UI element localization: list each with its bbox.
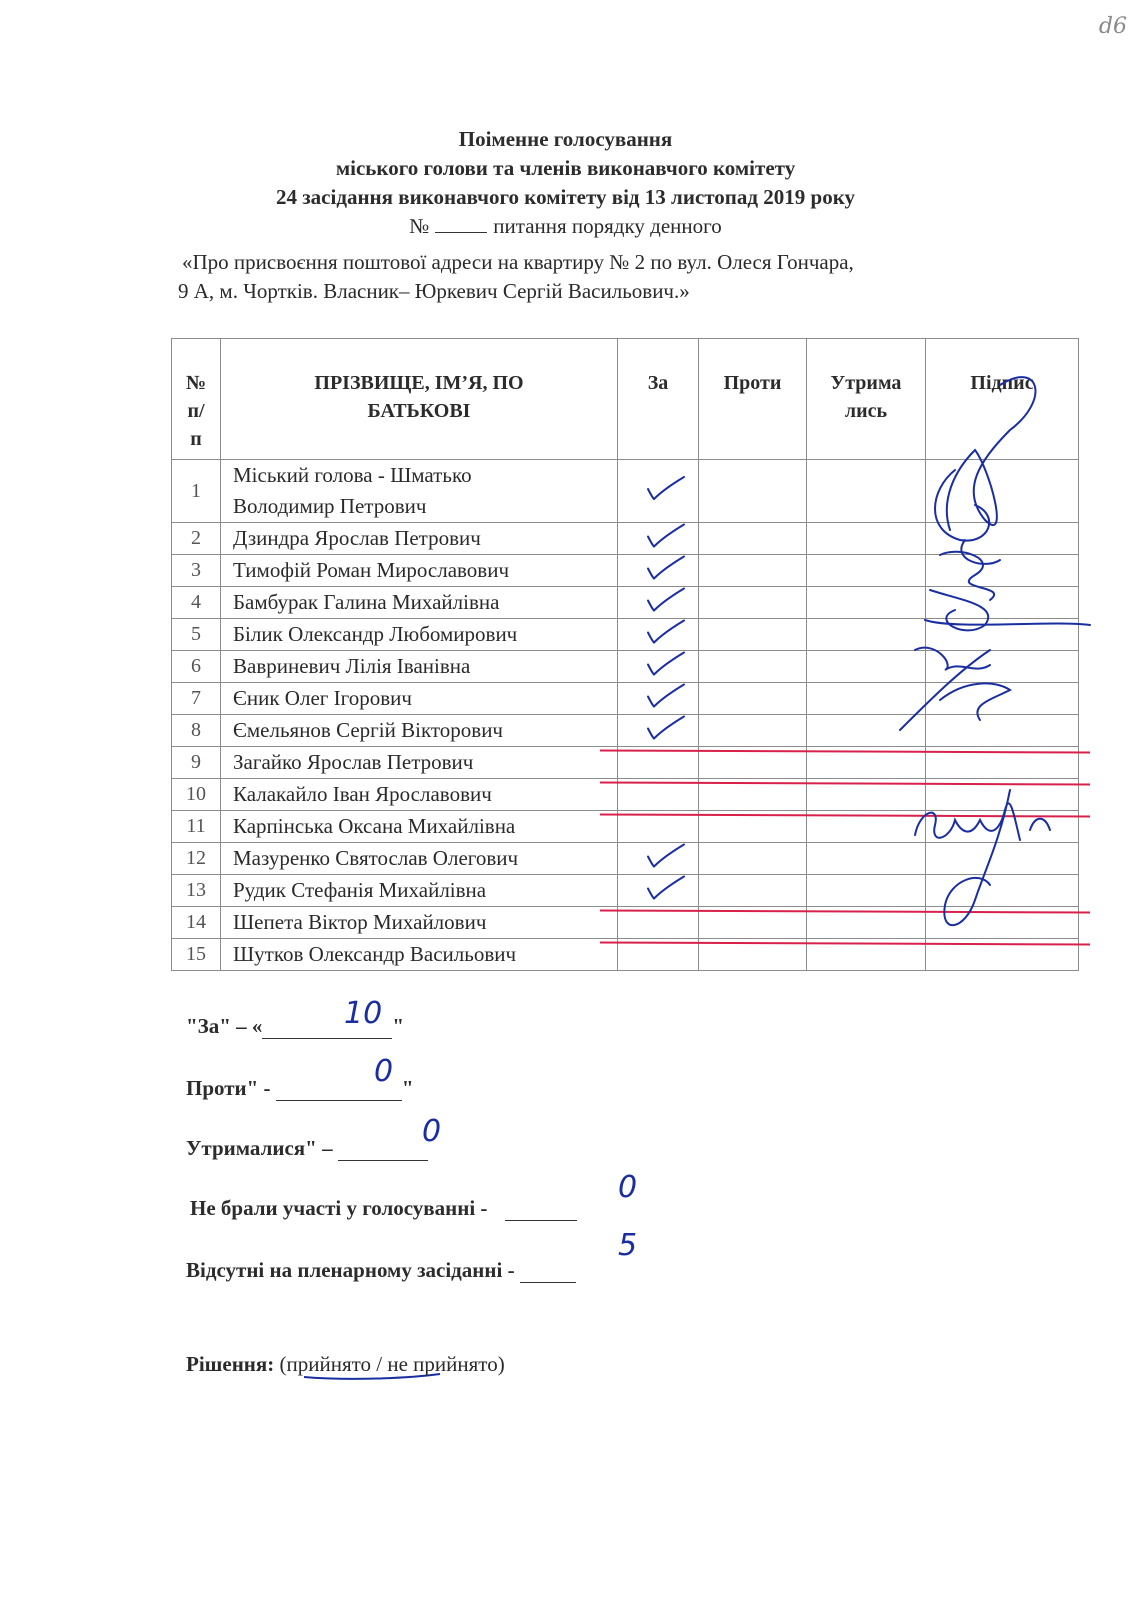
tally-ne-braly <box>190 1170 638 1221</box>
tally-vidsutni-value: 5 <box>618 1228 638 1263</box>
table-row <box>172 460 1079 523</box>
agenda-item-prefix: № <box>409 214 430 238</box>
row-proty-cell <box>699 907 807 939</box>
row-signature-cell <box>926 683 1079 715</box>
row-utr-cell <box>807 875 926 907</box>
header-utrymalys <box>807 339 926 460</box>
row-signature-cell <box>926 619 1079 651</box>
row-number: 7 <box>172 683 221 715</box>
row-signature-cell <box>926 651 1079 683</box>
row-za-cell <box>618 619 699 651</box>
row-utr-cell <box>807 651 926 683</box>
row-proty-cell <box>699 747 807 779</box>
table-row <box>172 715 1079 747</box>
topic-line-1: «Про присвоєння поштової адреси на квартиру № 2 по вул. Олеся Гончара, <box>182 250 854 274</box>
table-row <box>172 811 1079 843</box>
row-signature-cell <box>926 460 1079 523</box>
table-row <box>172 523 1079 555</box>
row-utr-cell <box>807 843 926 875</box>
table-row <box>172 619 1079 651</box>
row-utr-cell <box>807 587 926 619</box>
row-utr-cell <box>807 523 926 555</box>
row-number: 14 <box>172 907 221 939</box>
corner-handwritten-mark: d6 <box>1098 14 1127 39</box>
decision-label: Рішення: <box>186 1352 275 1376</box>
row-name: Бамбурак Галина Михайлівна <box>221 587 618 619</box>
row-signature-cell <box>926 587 1079 619</box>
row-name: Єник Олег Ігорович <box>221 683 618 715</box>
table-row <box>172 651 1079 683</box>
row-number: 13 <box>172 875 221 907</box>
row-number: 15 <box>172 939 221 971</box>
row-number: 4 <box>172 587 221 619</box>
tally-utr-value: 0 <box>422 1114 442 1149</box>
document-header <box>0 125 1131 241</box>
row-utr-cell <box>807 779 926 811</box>
row-proty-cell <box>699 715 807 747</box>
tally-nebraly-blank <box>505 1198 577 1221</box>
row-signature-cell <box>926 779 1079 811</box>
header-proty: Проти <box>699 339 807 460</box>
row-signature-cell <box>926 747 1079 779</box>
row-za-cell <box>618 587 699 619</box>
row-utr-cell <box>807 683 926 715</box>
row-name: Вавриневич Лілія Іванівна <box>221 651 618 683</box>
table-row <box>172 907 1079 939</box>
row-number: 5 <box>172 619 221 651</box>
tally-utr-blank <box>338 1138 428 1161</box>
row-za-cell <box>618 683 699 715</box>
row-za-cell <box>618 555 699 587</box>
row-proty-cell <box>699 555 807 587</box>
agenda-item-blank <box>435 232 487 233</box>
row-proty-cell <box>699 875 807 907</box>
tally-vidsutni-blank <box>520 1260 576 1283</box>
row-proty-cell <box>699 779 807 811</box>
header-number-l3: п <box>190 428 202 450</box>
table-row <box>172 683 1079 715</box>
header-number-l2: п/ <box>187 400 205 422</box>
tally-utr-label: Утрималися" – <box>186 1136 333 1160</box>
header-utr-l2: лись <box>844 400 888 422</box>
topic-line-2: 9 А, м. Чортків. Власник– Юркевич Сергій Васильович.» <box>178 279 690 303</box>
agenda-item-line <box>0 212 1131 241</box>
header-number <box>172 339 221 460</box>
row-name: Рудик Стефанія Михайлівна <box>221 875 618 907</box>
tally-vidsutni <box>186 1228 638 1283</box>
table-row <box>172 587 1079 619</box>
agenda-topic <box>178 248 1082 306</box>
decision-paren-open: ( <box>279 1352 287 1376</box>
tally-za-close: " <box>392 1014 405 1038</box>
row-utr-cell <box>807 747 926 779</box>
row-za-cell <box>618 843 699 875</box>
row-name-l1: Міський голова - Шматько <box>233 463 472 487</box>
row-utr-cell <box>807 811 926 843</box>
row-name: Калакайло Іван Ярославович <box>221 779 618 811</box>
row-name: Загайко Ярослав Петрович <box>221 747 618 779</box>
row-number: 3 <box>172 555 221 587</box>
row-number: 12 <box>172 843 221 875</box>
row-signature-cell <box>926 715 1079 747</box>
row-number: 6 <box>172 651 221 683</box>
row-number: 8 <box>172 715 221 747</box>
tally-nebraly-label: Не брали участі у голосуванні - <box>190 1196 488 1220</box>
header-title: Поіменне голосування <box>458 127 673 151</box>
row-utr-cell <box>807 555 926 587</box>
header-subtitle: міського голови та членів виконавчого комітету <box>335 156 796 180</box>
row-proty-cell <box>699 939 807 971</box>
tally-za-label: "За" – « <box>186 1014 263 1038</box>
row-utr-cell <box>807 619 926 651</box>
tally-za <box>186 996 405 1039</box>
row-number: 9 <box>172 747 221 779</box>
decision-paren-close: ) <box>497 1352 505 1376</box>
row-za-cell <box>618 460 699 523</box>
row-name: Карпінська Оксана Михайлівна <box>221 811 618 843</box>
row-za-cell <box>618 715 699 747</box>
row-name: Ємельянов Сергій Вікторович <box>221 715 618 747</box>
row-number: 11 <box>172 811 221 843</box>
header-name <box>221 339 618 460</box>
header-signature: Підпис <box>926 339 1079 460</box>
tally-proty-label: Проти" - <box>186 1076 271 1100</box>
row-name: Шепета Віктор Михайлович <box>221 907 618 939</box>
row-proty-cell <box>699 651 807 683</box>
header-za: За <box>618 339 699 460</box>
decision-line <box>186 1352 505 1377</box>
tally-nebraly-value: 0 <box>618 1170 638 1205</box>
row-proty-cell <box>699 460 807 523</box>
row-signature-cell <box>926 811 1079 843</box>
row-number: 10 <box>172 779 221 811</box>
row-za-cell <box>618 875 699 907</box>
decision-separator: / <box>371 1352 388 1376</box>
row-name: Шутков Олександр Васильович <box>221 939 618 971</box>
table-row <box>172 939 1079 971</box>
row-za-cell <box>618 779 699 811</box>
vote-table <box>171 338 1079 971</box>
row-proty-cell <box>699 683 807 715</box>
row-za-cell <box>618 811 699 843</box>
tally-proty-close: " <box>401 1076 414 1100</box>
row-proty-cell <box>699 587 807 619</box>
row-za-cell <box>618 523 699 555</box>
row-number: 2 <box>172 523 221 555</box>
agenda-item-suffix: питання порядку денного <box>493 214 722 238</box>
row-za-cell <box>618 907 699 939</box>
row-name-l2: Володимир Петрович <box>233 494 427 518</box>
row-utr-cell <box>807 907 926 939</box>
row-name: Білик Олександр Любомирович <box>221 619 618 651</box>
row-utr-cell <box>807 939 926 971</box>
table-row <box>172 555 1079 587</box>
row-utr-cell <box>807 460 926 523</box>
table-row <box>172 747 1079 779</box>
tally-utrymalys <box>186 1114 442 1161</box>
header-name-l1: ПРІЗВИЩЕ, ІМ’Я, ПО <box>314 372 524 394</box>
row-za-cell <box>618 651 699 683</box>
row-signature-cell <box>926 555 1079 587</box>
row-za-cell <box>618 939 699 971</box>
row-signature-cell <box>926 907 1079 939</box>
row-proty-cell <box>699 811 807 843</box>
decision-accepted: прийнято <box>286 1352 372 1376</box>
tally-za-value: 10 <box>344 996 383 1031</box>
row-signature-cell <box>926 875 1079 907</box>
row-name: Тимофій Роман Мирославович <box>221 555 618 587</box>
row-signature-cell <box>926 523 1079 555</box>
row-name: Дзиндра Ярослав Петрович <box>221 523 618 555</box>
row-proty-cell <box>699 619 807 651</box>
tally-vidsutni-label: Відсутні на пленарному засіданні - <box>186 1258 515 1282</box>
row-signature-cell <box>926 843 1079 875</box>
row-proty-cell <box>699 523 807 555</box>
row-proty-cell <box>699 843 807 875</box>
table-row <box>172 875 1079 907</box>
header-utr-l1: Утрима <box>830 372 902 394</box>
header-session: 24 засідання виконавчого комітету від 13 листопад 2019 року <box>275 185 856 209</box>
header-name-l2: БАТЬКОВІ <box>367 400 471 422</box>
row-za-cell <box>618 747 699 779</box>
row-name <box>221 460 618 523</box>
row-number: 1 <box>172 460 221 523</box>
tally-proty-value: 0 <box>374 1054 394 1089</box>
tally-proty <box>186 1054 414 1101</box>
table-row <box>172 779 1079 811</box>
row-name: Мазуренко Святослав Олегович <box>221 843 618 875</box>
row-utr-cell <box>807 715 926 747</box>
table-row <box>172 843 1079 875</box>
row-signature-cell <box>926 939 1079 971</box>
header-number-l1: № <box>185 372 207 394</box>
decision-rejected: не прийнято <box>387 1352 498 1376</box>
vote-table-header <box>172 339 1079 460</box>
